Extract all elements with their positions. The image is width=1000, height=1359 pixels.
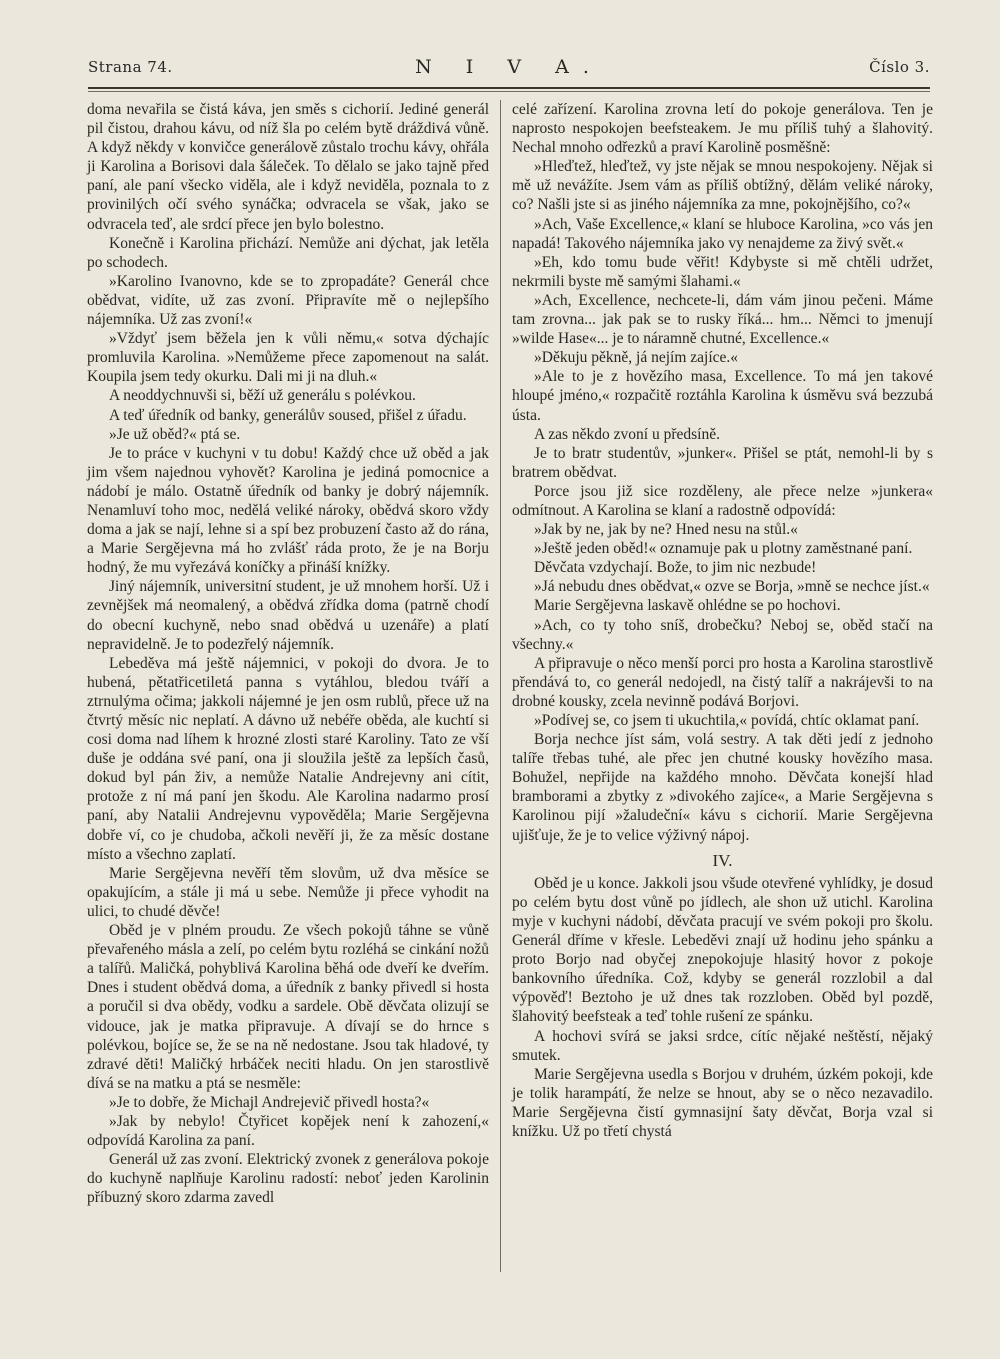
paragraph: »Ach, co ty toho sníš, drobečku? Neboj se, oběd stačí na všechny.« bbox=[512, 616, 933, 653]
issue-number: Číslo 3. bbox=[869, 58, 930, 76]
paragraph: »Ještě jeden oběd!« oznamuje pak u plotny zaměstnané paní. bbox=[534, 540, 913, 558]
paragraph: »Je to dobře, že Michajl Andrejevič přivedl hosta?« bbox=[109, 1093, 430, 1111]
paragraph: celé zařízení. Karolina zrovna letí do pokoje generálova. Ten je naprosto nespokojen beefsteakem. Je mu příliš tuhý a šlahovitý. Nechal mnoho odřezků a praví Karolině posměšně: bbox=[512, 101, 933, 157]
paragraph: doma nevařila se čistá káva, jen směs s cichorií. Jediné generál pil čistou, drahou kávu, od níž šla po celém bytě dráždivá vůně. A když někdy v konvičce generálově zůstalo trochu kávy, ohřála ji Karolina a Borisovi dala šáleček. To dělalo se jako tajně před paní, ale paní všecko viděla, ale i když neviděla, poznala to z provinilých očí svého synáčka; odvracela se však, jako se odvracela teď, ale srdcí přece jen bylo bolestno. bbox=[87, 101, 489, 233]
paragraph: Borja nechce jíst sám, volá sestry. A tak děti jedí z jednoho talíře třebas tuhé, ale přec jen chutné kousky hovězího masa. Bohužel, nepřijde na každého mnoho. Děvčata konejší hlad bramborami a zbytky z »divokého zajíce«, a Marie Sergějevna s Karolinou pijí »žaludeční« kávu s cichorií. Marie Sergějevna ujišťuje, že je to velice výživný nápoj. bbox=[512, 731, 933, 844]
paragraph: A teď úředník od banky, generálův soused, přišel z úřadu. bbox=[109, 406, 467, 424]
right-column bbox=[512, 100, 933, 1141]
paragraph: A zas někdo zvoní u předsíně. bbox=[534, 425, 720, 443]
paragraph: »Ach, Vaše Excellence,« klaní se hluboce Karolina, »co vás jen napadá! Takového nájemníka jako vy nenajdeme za živý svět.« bbox=[512, 215, 933, 252]
paragraph: Jiný nájemník, universitní student, je už mnohem horší. Už i zevnějšek má neomalený, a obědvá zřídka doma (patrně chodí do obecní kuchyně, nebo snad obědvá u uzenáře) a platí nepravidelně. Je to podezřelý nájemník. bbox=[87, 578, 489, 653]
paragraph: Oběd je u konce. Jakkoli jsou všude otevřené vyhlídky, je dosud po celém bytu dost vůně po jídlech, ale shon už utichl. Karolina myje v kuchyni nádobí, děvčata pracují ve svém pokoji pro školu. Generál dříme v křesle. Lebeděvi znají už hodinu jeho spánku a proto Borjo nad obyčej znepokojuje hlasitý hovor z pokoje bankovního úředníka. Což, kdyby se generál rozzlobil a dal výpověď! Beztoho je už dnes tak rozzloben. Oběd byl pozdě, šlahovitý beefsteak a teď tohle rušení ze spánku. bbox=[512, 874, 933, 1026]
paragraph: »Ale to je z hovězího masa, Excellence. To má jen takové hloupé jméno,« rozpačitě roztáhla Karolina k úsměvu svá bezzubá ústa. bbox=[512, 368, 933, 424]
paragraph: Marie Sergějevna usedla s Borjou v druhém, úzkém pokoji, kde je tolik harampátí, že nelze se hnout, aby se o něco nezavadilo. Marie Sergějevna čistí gymnasijní šaty děvčat, Borja vzal si knížku. Už po třetí chystá bbox=[512, 1065, 933, 1140]
paragraph: »Hleďtež, hleďtež, vy jste nějak se mnou nespokojeny. Nějak si mě už nevážíte. Jsem vám as příliš obtížný, dělám veliké nároky, co? Našli jste si as jiného nájemníka za mne, pokojnějšího, co?« bbox=[512, 158, 933, 214]
page-number: Strana 74. bbox=[88, 58, 173, 76]
journal-title: N I V A. bbox=[415, 56, 603, 78]
paragraph: A připravuje o něco menší porci pro hosta a Karolina starostlivě přendává to, co generál nedojedl, na čistý talíř a nakrájevši to na drobné kousky, zcela nevinně podává Borjovi. bbox=[512, 654, 933, 710]
section-heading: IV. bbox=[712, 850, 733, 870]
paragraph: Marie Sergějevna nevěří těm slovům, už dva měsíce se opakujícím, a stále ji má u sebe. Nemůže ji přece vyhodit na ulici, to chudé děvče! bbox=[87, 864, 489, 920]
paragraph: Lebeděva má ještě nájemnici, v pokoji do dvora. Je to hubená, pětatřicetiletá panna s vytáhlou, bledou tváří a ztrnulýma očima; jakkoli nájemné je jen osm rublů, přece už na čtvrtý měsíc nic neplatí. A dávno už nebéře oběda, ale kuchtí si cosi doma nad líhem k hrozné zlosti staré Karoliny. Tato ze vší duše je oddána své paní, ona ji sloužila ještě za lepších časů, dokud byl pán živ, a nemůže Natalie Andrejevny ani cítit, protože z ní má paní jen škodu. Ale Karolina nadarmo prosí paní, aby Natalii Andrejevnu vypověděla; Marie Sergějevna dobře ví, co je chudoba, ačkoli nevěří ji, že za měsíc dostane místo a všechno zaplatí. bbox=[87, 654, 489, 863]
paragraph: Generál už zas zvoní. Elektrický zvonek z generálova pokoje do kuchyně naplňuje Karolinu radostí: neboť jeden Karolinin příbuzný skoro zdarma zavedl bbox=[87, 1151, 489, 1207]
paragraph: »Je už oběd?« ptá se. bbox=[109, 425, 241, 443]
paragraph: »Eh, kdo tomu bude věřit! Kdybyste si mě chtěli udržet, nekrmili byste mě samými šlahami.« bbox=[512, 253, 933, 290]
column-divider bbox=[500, 100, 501, 1272]
paragraph: Konečně i Karolina přichází. Nemůže ani dýchat, jak letěla po schodech. bbox=[87, 234, 489, 271]
paragraph: »Já nebudu dnes obědvat,« ozve se Borja, »mně se nechce jíst.« bbox=[534, 578, 930, 596]
paragraph: Je to práce v kuchyni v tu dobu! Každý chce už oběd a jak jim všem najednou vyhovět? Karolina je jediná pomocnice a nádobí je málo. Ostatně úředník od banky je dobrý nájemník. Nenamluví toho moc, nedělá veliké nároky, obědvá skoro vždy doma a jak se nají, lehne si a spí bez probuzení často až do rána, a Marie Sergějevna má ho zvlášť ráda proto, že je na Borju hodný, že mu vyřezává koníčky a přináší knížky. bbox=[87, 444, 489, 577]
paragraph: Je to bratr studentův, »junker«. Přišel se ptát, nemohl-li by s bratrem obědvat. bbox=[512, 444, 933, 481]
paragraph: »Jak by ne, jak by ne? Hned nesu na stůl.« bbox=[534, 521, 798, 539]
paragraph: »Děkuju pěkně, já nejím zajíce.« bbox=[534, 349, 739, 367]
paragraph: A hochovi svírá se jaksi srdce, cítíc nějaké neštěstí, nějaký smutek. bbox=[512, 1027, 933, 1064]
page-header bbox=[88, 58, 930, 84]
paragraph: Děvčata vzdychají. Bože, to jim nic nezbude! bbox=[534, 559, 817, 577]
left-column bbox=[87, 100, 489, 1207]
paragraph: »Jak by nebylo! Čtyřicet kopějek není k zahození,« odpovídá Karolina za paní. bbox=[87, 1112, 489, 1150]
header-rule-thin bbox=[88, 91, 930, 92]
paragraph: Porce jsou již sice rozděleny, ale přece nelze »junkera« odmítnout. A Karolina se klaní a radostně odpovídá: bbox=[512, 482, 933, 519]
paragraph: Marie Sergějevna laskavě ohlédne se po hochovi. bbox=[534, 597, 841, 615]
paragraph: Oběd je v plném proudu. Ze všech pokojů táhne se vůně převařeného másla a zelí, po celém bytu rozléhá se cinkání nožů a talířů. Maličká, pohyblivá Karolina běhá ode dveří ke dveřím. Dnes i student obědvá doma, a úředník z banky přivedl si hosta a poručil si dva obědy, vodku a sardele. Obě děvčata olizují se vidouce, jak je matka připravuje. A dívají se do hrnce s polévkou, bojíce se, že se na ně nedostane. Jsou tak hladové, ty zdravé děti! Maličký hrbáček neciti hladu. On jen starostlivě dívá se na matku a ptá se nesměle: bbox=[87, 922, 489, 1092]
paragraph: »Karolino Ivanovno, kde se to zpropadáte? Generál chce obědvat, vidíte, už zas zvoní. Připravíte mě o nejlepšího nájemníka. Už zas zvoní!« bbox=[87, 272, 489, 329]
paragraph: »Vždyť jsem běžela jen k vůli němu,« sotva dýchajíc promluvila Karolina. »Nemůžeme přece zapomenout na salát. Koupila jsem tedy okurku. Dali mi ji na dluh.« bbox=[87, 330, 489, 386]
paragraph: »Ach, Excellence, nechcete-li, dám vám jinou pečeni. Máme tam zrovna... jak pak se to rusky říká... hm... Němci to jmenují »wilde Hase«... je to náramně chutné, Excellence.« bbox=[512, 291, 933, 348]
header-rule bbox=[88, 87, 930, 89]
paragraph: »Podívej se, co jsem ti ukuchtila,« povídá, chtíc oklamat paní. bbox=[534, 712, 920, 729]
paragraph: A neoddychnuvši si, běží už generálu s polévkou. bbox=[109, 387, 416, 405]
